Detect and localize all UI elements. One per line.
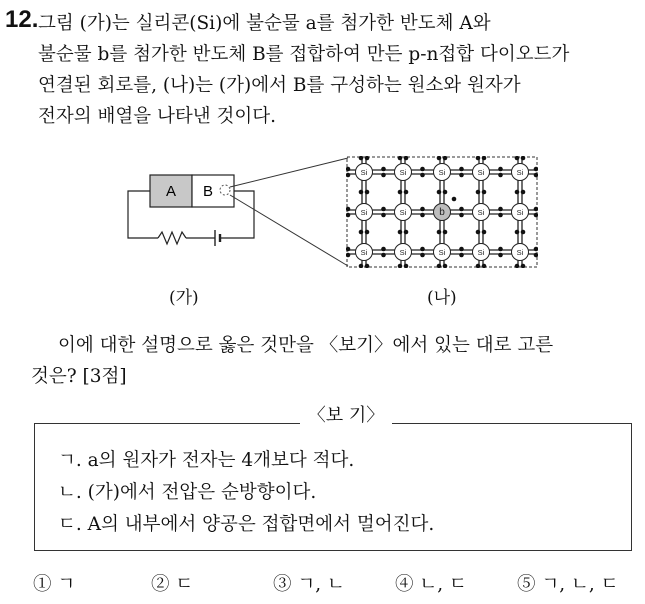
electron bbox=[459, 253, 464, 258]
electron bbox=[498, 173, 503, 178]
silicon-label: Si bbox=[438, 248, 446, 257]
electron bbox=[398, 230, 403, 235]
electron bbox=[420, 173, 425, 178]
electron bbox=[498, 207, 503, 212]
choice-3[interactable]: ③ ㄱ, ㄴ bbox=[273, 574, 345, 595]
stem-line: 연결된 회로를, (나)는 (가)에서 B를 구성하는 원소와 원자가 bbox=[38, 75, 521, 96]
electron bbox=[521, 230, 526, 235]
silicon-label: Si bbox=[516, 208, 524, 217]
electron bbox=[515, 190, 520, 195]
electron bbox=[381, 213, 386, 218]
electron bbox=[404, 230, 409, 235]
electron bbox=[359, 190, 364, 195]
stem-line: 그림 (가)는 실리콘(Si)에 불순물 a를 첨가한 반도체 A와 bbox=[38, 13, 491, 34]
label-a: A bbox=[165, 183, 177, 200]
extra-electron bbox=[452, 197, 457, 202]
electron bbox=[459, 213, 464, 218]
lattice-atoms bbox=[356, 164, 529, 261]
electron bbox=[476, 230, 481, 235]
silicon-label: Si bbox=[477, 248, 485, 257]
electron bbox=[404, 190, 409, 195]
dopant-label: b bbox=[439, 207, 445, 218]
electron bbox=[498, 253, 503, 258]
electron bbox=[476, 190, 481, 195]
silicon-label: Si bbox=[516, 168, 524, 177]
bogi-item: ㄴ. (가)에서 전압은 순방향이다. bbox=[58, 482, 317, 503]
electron bbox=[437, 230, 442, 235]
prompt-line: 것은? [3점] bbox=[31, 366, 127, 387]
electron bbox=[420, 253, 425, 258]
caption-ga: (가) bbox=[169, 288, 199, 308]
electron bbox=[459, 247, 464, 252]
electron bbox=[443, 190, 448, 195]
electron bbox=[482, 190, 487, 195]
electron bbox=[459, 207, 464, 212]
silicon-label: Si bbox=[477, 168, 485, 177]
electron bbox=[420, 167, 425, 172]
electron bbox=[381, 173, 386, 178]
stem-line: 전자의 배열을 나타낸 것이다. bbox=[38, 106, 276, 127]
electron bbox=[459, 167, 464, 172]
bogi-title: 〈보 기〉 bbox=[300, 401, 392, 427]
zoom-lines bbox=[220, 155, 350, 270]
silicon-label: Si bbox=[477, 208, 485, 217]
stem-line: 불순물 b를 첨가한 반도체 B를 접합하여 만든 p-n접합 다이오드가 bbox=[38, 44, 570, 65]
electron bbox=[381, 167, 386, 172]
question-number: 12. bbox=[5, 6, 39, 33]
question-prompt bbox=[31, 330, 638, 392]
question-stem bbox=[38, 8, 638, 132]
silicon-label: Si bbox=[399, 248, 407, 257]
silicon-label: Si bbox=[516, 248, 524, 257]
electron bbox=[398, 190, 403, 195]
prompt-line: 이에 대한 설명으로 옳은 것만을 〈보기〉에서 있는 대로 고른 bbox=[58, 335, 554, 356]
electron bbox=[437, 190, 442, 195]
choice-5[interactable]: ⑤ ㄱ, ㄴ, ㄷ bbox=[517, 574, 619, 595]
electron bbox=[365, 190, 370, 195]
electron bbox=[443, 230, 448, 235]
lattice-figure bbox=[346, 156, 538, 268]
electron bbox=[381, 207, 386, 212]
electron bbox=[515, 230, 520, 235]
bogi-item: ㄷ. A의 내부에서 양공은 접합면에서 멀어진다. bbox=[58, 514, 435, 535]
electron bbox=[521, 190, 526, 195]
bogi-item: ㄱ. a의 원자가 전자는 4개보다 적다. bbox=[58, 450, 355, 471]
silicon-label: Si bbox=[438, 168, 446, 177]
silicon-label: Si bbox=[360, 208, 368, 217]
electron bbox=[420, 247, 425, 252]
choice-1[interactable]: ① ㄱ bbox=[33, 574, 76, 595]
label-b: B bbox=[202, 183, 214, 200]
electron bbox=[420, 207, 425, 212]
choice-4[interactable]: ④ ㄴ, ㄷ bbox=[395, 574, 467, 595]
silicon-label: Si bbox=[360, 248, 368, 257]
resistor bbox=[158, 232, 186, 244]
silicon-label: Si bbox=[399, 168, 407, 177]
electron bbox=[498, 167, 503, 172]
silicon-label: Si bbox=[399, 208, 407, 217]
electron bbox=[381, 247, 386, 252]
electron bbox=[381, 253, 386, 258]
electron bbox=[498, 247, 503, 252]
electron bbox=[365, 230, 370, 235]
electron bbox=[482, 230, 487, 235]
electron bbox=[420, 213, 425, 218]
electron bbox=[459, 173, 464, 178]
silicon-label: Si bbox=[360, 168, 368, 177]
electron bbox=[359, 230, 364, 235]
choice-2[interactable]: ② ㄷ bbox=[151, 574, 194, 595]
electron bbox=[498, 213, 503, 218]
caption-na: (나) bbox=[427, 288, 457, 308]
